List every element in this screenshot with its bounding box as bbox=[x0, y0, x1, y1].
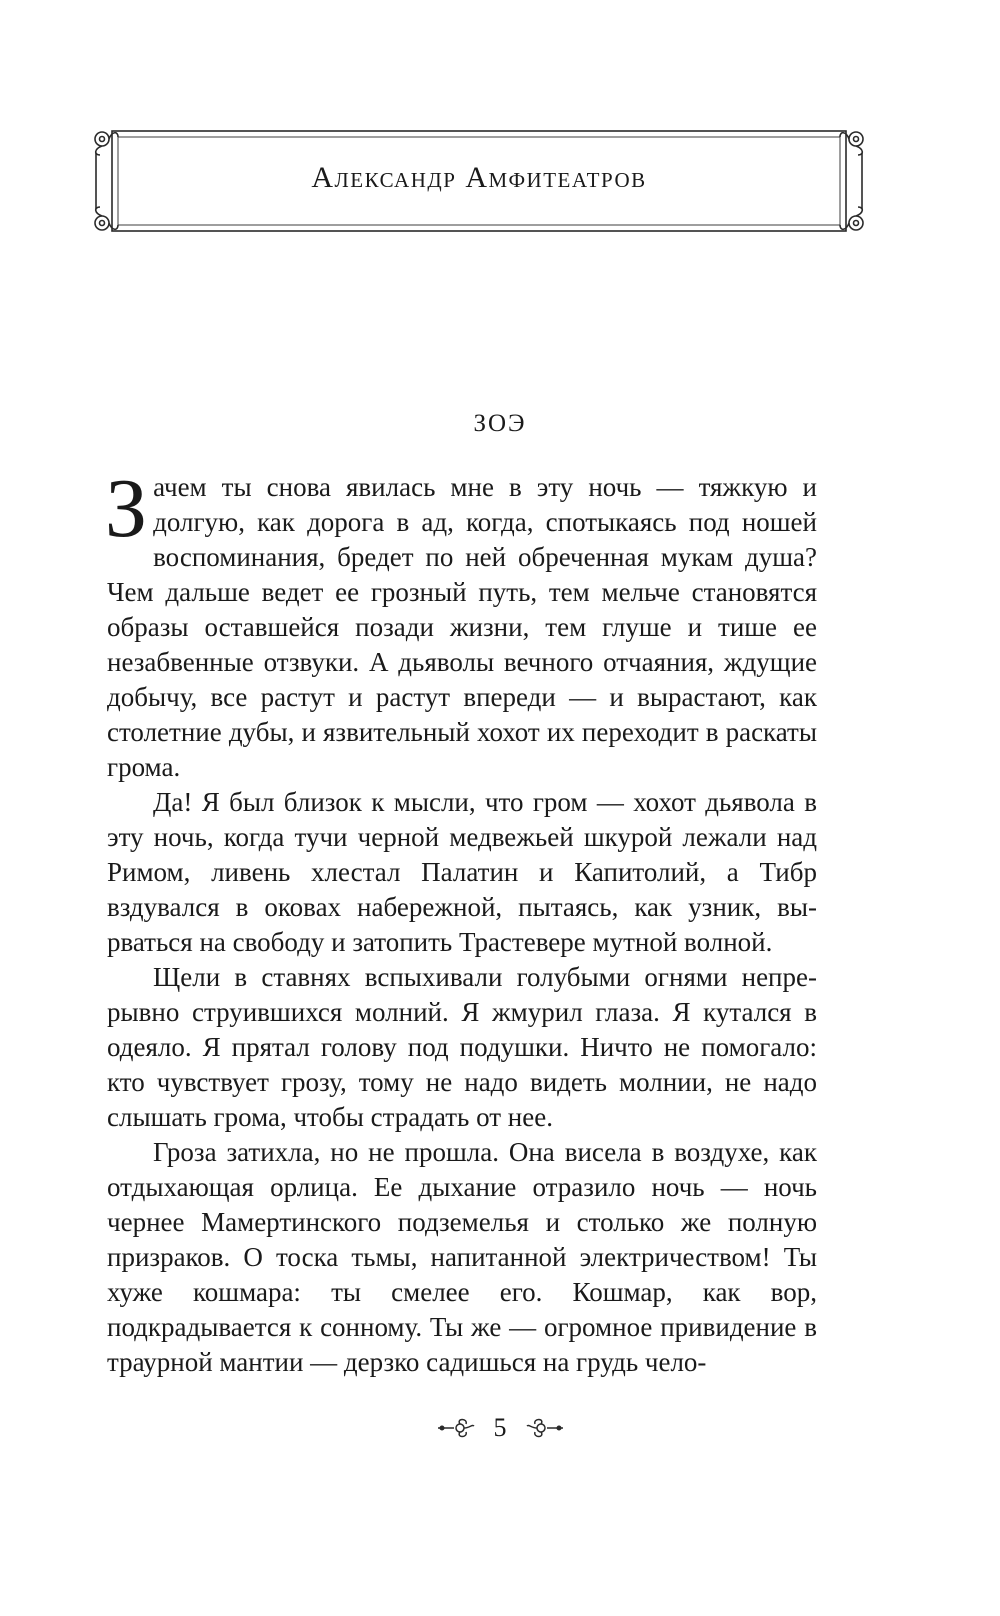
paragraph: Щели в ставнях вспыхивали голубыми огнями непрерывно струившихся молний. Я жмурил глаза. Я кутался в одеяло. Я прятал голову под подушки. Ничто не помогало: кто чувствует грозу, тому не надо видеть молнии, не надо слышать грома, чтобы страдать от нее. bbox=[107, 962, 817, 1132]
paragraph-text: ачем ты снова явилась мне в эту ночь — тяжкую и долгую, как дорога в ад, когда, спотыкаясь под ношей воспоминания, бредет по ней обреченная мукам душа? Чем дальше ведет ее грозный путь, тем мельче становятся образы оставшейся позади жизни, тем глуше и тише ее незабвенные отзвуки. А дьяволы вечного отчаяния, ждущие добычу, все растут и растут впереди — и вырастают, как столетние дубы, и язвительный хохот их переходит в раскаты грома. bbox=[107, 472, 817, 782]
body-text bbox=[105, 462, 817, 1380]
paragraph: Да! Я был близок к мысли, что гром — хохот дьявола в эту ночь, когда тучи черной медвежьей шкурой лежали над Римом, ливень хлестал Палатин и Капитолий, а Тибр вздувался в оковах набережной, пытаясь, как узник, вырваться на свободу и затопить Трастевере мутной волной. bbox=[107, 787, 817, 957]
left-ornament-icon bbox=[436, 1416, 476, 1440]
right-ornament-icon bbox=[525, 1416, 565, 1440]
page-number: 5 bbox=[493, 1413, 507, 1442]
author-name: Александр Амфитеатров bbox=[311, 161, 647, 194]
running-header bbox=[90, 125, 868, 237]
chapter-title: зоэ bbox=[473, 399, 527, 439]
paragraph bbox=[105, 462, 817, 785]
page-footer bbox=[0, 1408, 1000, 1448]
drop-cap: З bbox=[105, 462, 148, 555]
paragraph: Гроза затихла, но не прошла. Она висела в воздухе, как отдыхающая орлица. Ее дыхание отразило ночь — ночь чернее Мамертинского подземелья и столько же полную призраков. О тоска тьмы, напитанной электричеством! Ты хуже кошмара: ты смелее его. Кошмар, как вор, подкрадывается к сонному. Ты же — огромное привидение в траурной мантии — дерзко садишься на грудь чело- bbox=[107, 1137, 817, 1377]
